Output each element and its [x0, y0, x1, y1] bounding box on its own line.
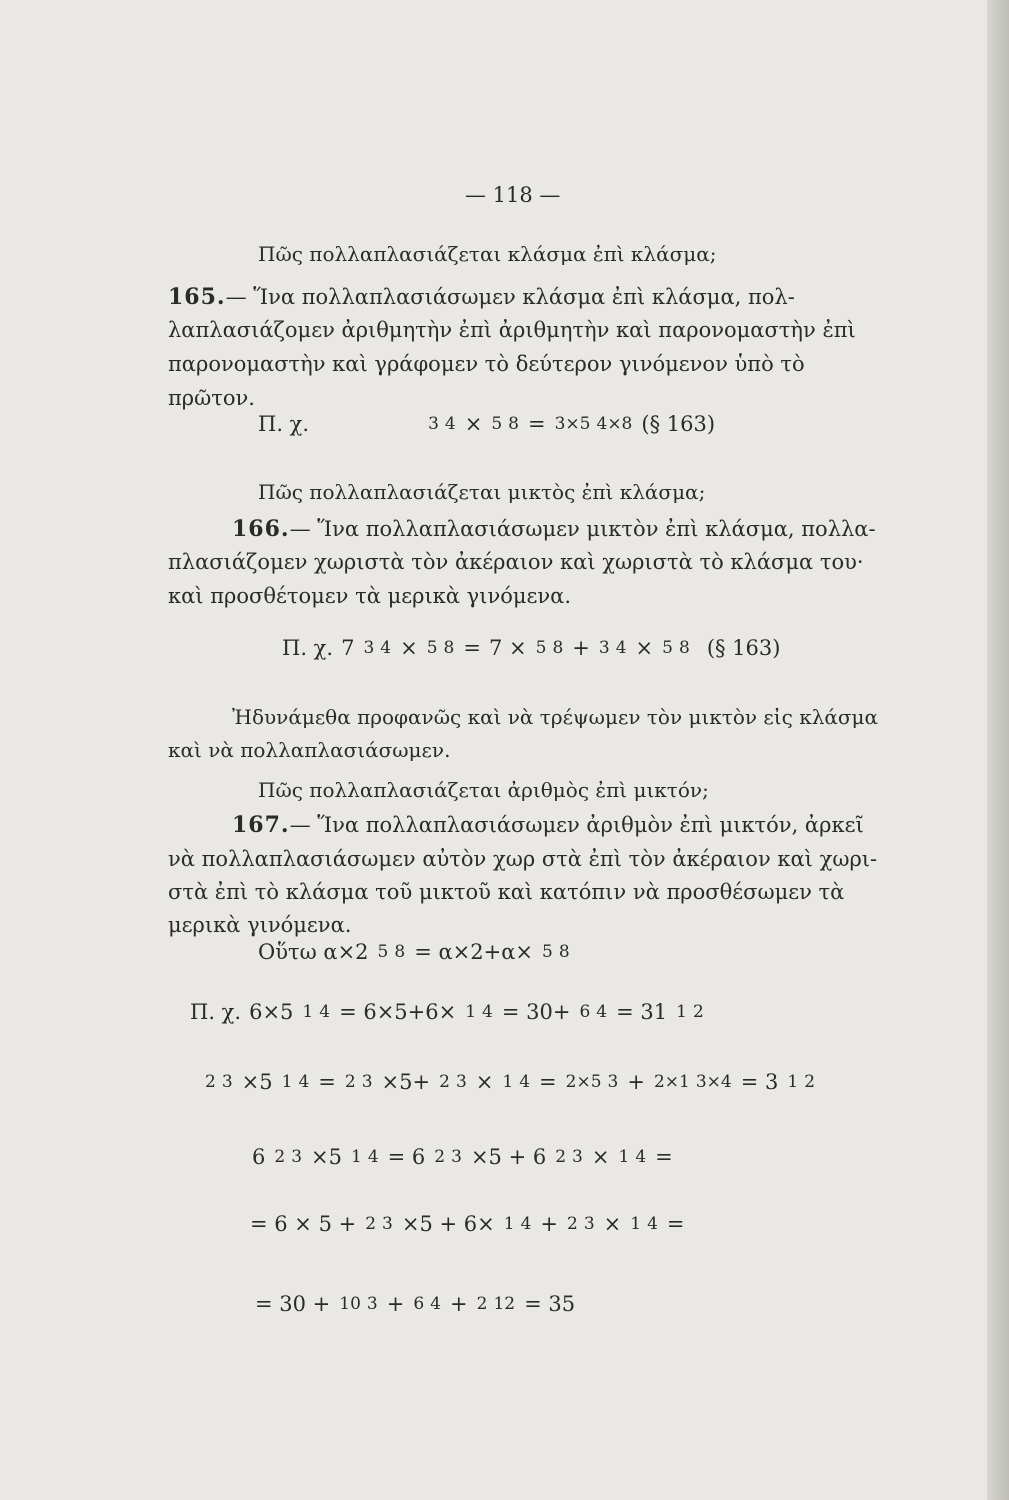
paragraph-number-165: 165. — [168, 284, 226, 310]
fraction: 5 8 — [535, 638, 564, 658]
paragraph-167-line-1: 167.— Ἵνα πολλαπλασιάσωμεν ἀριθμὸν ἐπὶ μικτόν, ἀρκεῖ — [232, 812, 864, 838]
fraction: 2 3 — [205, 1072, 233, 1092]
paragraph-165-line-1: 165.— Ἵνα πολλαπλασιάσωμεν κλάσμα ἐπὶ κλάσμα, πολ- — [168, 284, 795, 310]
fraction: 2 3 — [365, 1214, 393, 1234]
fraction: 2 3 — [439, 1072, 467, 1092]
fraction: 5 8 — [426, 638, 455, 658]
fraction: 1 4 — [302, 1002, 331, 1022]
example-label: Π. χ. — [282, 636, 334, 660]
section-reference: (§ 163) — [706, 636, 781, 660]
heading-165: Πῶς πολλαπλασιάζεται κλάσμα ἐπὶ κλάσμα; — [258, 242, 717, 266]
fraction: 2 3 — [555, 1147, 583, 1167]
heading-166: Πῶς πολλαπλασιάζεται μικτὸς ἐπὶ κλάσμα; — [258, 480, 706, 504]
heading-167: Πῶς πολλαπλασιάζεται ἀριθμὸς ἐπὶ μικτόν; — [258, 778, 709, 802]
fraction: 5 8 — [541, 942, 570, 962]
paragraph-number-167: 167. — [232, 812, 290, 838]
example-166: Π. χ. 7 3 4 × 5 8 = 7 × 5 8 + 3 4 × 5 8 (§ 163) — [282, 636, 781, 660]
general-formula-167: Οὕτω α×2 5 8 = α×2+α× 5 8 — [258, 940, 579, 964]
fraction: 1 2 — [787, 1072, 816, 1092]
fraction: 2 3 — [344, 1072, 373, 1092]
fraction: 2 3 — [274, 1147, 303, 1167]
paragraph-166-line-3: καὶ προσθέτομεν τὰ μερικὰ γινόμενα. — [168, 584, 571, 608]
example-label: Π. χ. — [190, 1000, 242, 1024]
example-167-line-2: 2 3 ×5 1 4 = 2 3 ×5+ 2 3 × 1 4 = 2×5 3 + 2×1 3×4 = 3 1 2 — [196, 1070, 824, 1094]
fraction: 2 3 — [434, 1147, 462, 1167]
fraction: 1 4 — [465, 1002, 493, 1022]
fraction: 3 4 — [428, 414, 456, 434]
fraction: 2 12 — [476, 1294, 516, 1314]
example-165: Π. χ. 3 4 × 5 8 = 3×5 4×8 (§ 163) — [258, 412, 716, 436]
fraction: 5 8 — [662, 638, 690, 658]
paragraph-165-line-3: παρονομαστὴν καὶ γράφομεν τὸ δεύτερον γινόμενον ὑπὸ τὸ — [168, 352, 805, 376]
fraction: 1 4 — [281, 1072, 310, 1092]
paragraph-165-line-2: λαπλασιάζομεν ἀριθμητὴν ἐπὶ ἀριθμητὴν καὶ παρονομαστὴν ἐπὶ — [168, 318, 856, 342]
section-reference: (§ 163) — [641, 412, 716, 436]
example-167-line-5: = 30 + 10 3 + 6 4 + 2 12 = 35 — [255, 1292, 576, 1316]
paragraph-165-line-4: πρῶτον. — [168, 386, 255, 410]
fraction: 6 4 — [413, 1294, 441, 1314]
fraction: 10 3 — [339, 1294, 378, 1314]
paragraph-167-line-4: μερικὰ γινόμενα. — [168, 913, 352, 937]
paragraph-167-line-3: στὰ ἐπὶ τὸ κλάσμα τοῦ μικτοῦ καὶ κατόπιν νὰ προσθέσωμεν τὰ — [168, 880, 845, 904]
fraction: 6 4 — [579, 1002, 608, 1022]
fraction: 5 8 — [491, 414, 519, 434]
paragraph-167-line-2: νὰ πολλαπλασιάσωμεν αὐτὸν χωρ στὰ ἐπὶ τὸν ἀκέραιον καὶ χωρι- — [168, 847, 878, 871]
fraction: 2×5 3 — [565, 1072, 619, 1092]
paragraph-166-line-1: 166.— Ἵνα πολλαπλασιάσωμεν μικτὸν ἐπὶ κλάσμα, πολλα- — [232, 516, 876, 542]
fraction: 2×1 3×4 — [653, 1072, 732, 1092]
page-number: — 118 — — [465, 183, 561, 207]
paragraph-166-line-2: πλασιάζομεν χωριστὰ τὸν ἀκέραιον καὶ χωριστὰ τὸ κλάσμα του· — [168, 550, 864, 574]
fraction: 1 2 — [676, 1002, 704, 1022]
example-167-line-4: = 6 × 5 + 2 3 ×5 + 6× 1 4 + 2 3 × 1 4 = — [250, 1212, 685, 1236]
fraction: 1 4 — [351, 1147, 379, 1167]
fraction: 1 4 — [630, 1214, 658, 1234]
paragraph-number-166: 166. — [232, 516, 290, 542]
fraction: 1 4 — [503, 1214, 532, 1234]
fraction: 3×5 4×8 — [554, 414, 633, 434]
note-166-line-1: Ἠδυνάμεθα προφανῶς καὶ νὰ τρέψωμεν τὸν μικτὸν εἰς κλάσμα — [232, 705, 879, 729]
fraction: 3 4 — [598, 638, 627, 658]
example-167-line-3: 6 2 3 ×5 1 4 = 6 2 3 ×5 + 6 2 3 × 1 4 = — [252, 1145, 673, 1169]
fraction: 3 4 — [363, 638, 392, 658]
example-label: Π. χ. — [258, 412, 310, 436]
fraction: 2 3 — [567, 1214, 595, 1234]
fraction: 5 8 — [377, 942, 406, 962]
note-166-line-2: καὶ νὰ πολλαπλασιάσωμεν. — [168, 738, 451, 762]
example-167-line-1: Π. χ. 6×5 1 4 = 6×5+6× 1 4 = 30+ 6 4 = 31 1 2 — [190, 1000, 713, 1024]
page-edge — [987, 0, 1009, 1500]
fraction: 1 4 — [502, 1072, 531, 1092]
fraction: 1 4 — [618, 1147, 647, 1167]
